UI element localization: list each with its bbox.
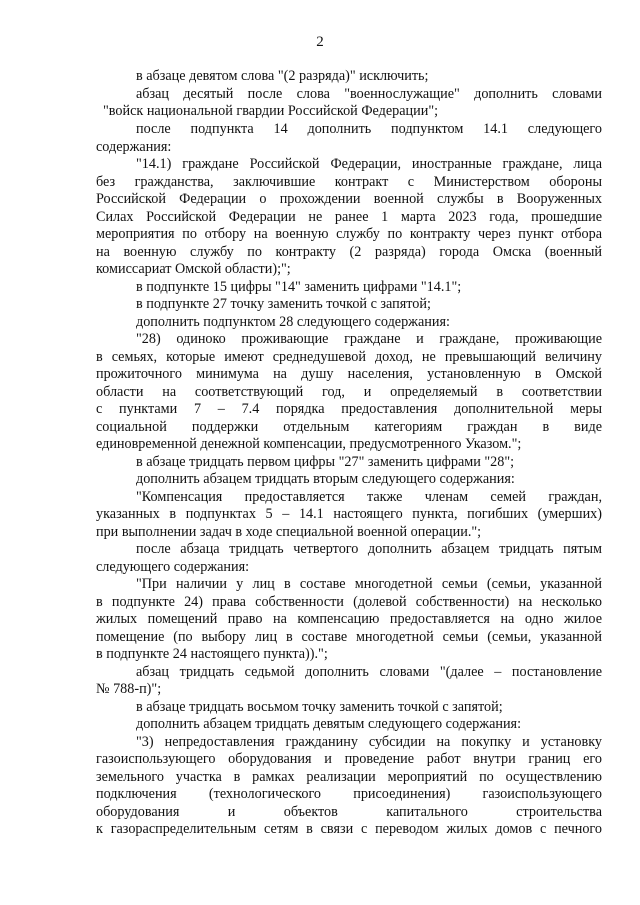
text-line: дополнить подпунктом 28 следующего содержания: [136, 314, 450, 330]
text-line: в семьях, которые имеют среднедушевой доход, не превышающий величину [96, 349, 602, 365]
text-line: в абзаце тридцать восьмом точку заменить точкой с запятой; [136, 699, 503, 715]
text-line: после абзаца тридцать четвертого дополнить абзацем тридцать пятым [136, 541, 602, 557]
text-line: "Компенсация предоставляется также членам семей граждан, [136, 489, 602, 505]
text-line: земельного участка в рамках реализации мероприятий по осуществлению [96, 769, 602, 785]
text-line: дополнить абзацем тридцать вторым следующего содержания: [136, 471, 515, 487]
text-line: при выполнении задач в ходе специальной военной операции."; [96, 524, 482, 540]
text-line: "28) одиноко проживающие граждане и граждане, проживающие [136, 331, 602, 347]
text-line: № 788-п)"; [96, 681, 162, 697]
text-line: "При наличии у лиц в составе многодетной семьи (семьи, указанной [136, 576, 602, 592]
text-line: подключения (технологического присоединения) газоиспользующего [96, 786, 602, 802]
text-line: в абзаце тридцать первом цифры "27" заменить цифрами "28"; [136, 454, 515, 470]
text-line: в абзаце девятом слова "(2 разряда)" исключить; [136, 68, 429, 84]
text-line: абзац десятый после слова "военнослужащие" дополнить словами [136, 86, 602, 102]
text-line: после подпункта 14 дополнить подпунктом 14.1 следующего [136, 121, 602, 137]
text-line: комиссариат Омской области);"; [96, 261, 291, 277]
text-line: "войск национальной гвардии Российской Федерации"; [103, 103, 439, 119]
text-line: в подпункте 24) права собственности (долевой собственности) на несколько [96, 594, 602, 610]
page-number: 2 [316, 34, 324, 50]
text-line: помещение (по выбору лиц в составе многодетной семьи (семьи, указанной [96, 629, 602, 645]
text-line: на военную службу по контракту (2 разряда) города Омска (военный [96, 244, 602, 260]
text-line: к газораспределительным сетям в связи с переводом жилых домов с печного [96, 821, 602, 837]
text-line: содержания: [96, 139, 172, 155]
text-line: социальной поддержки отдельным категориям граждан в виде [96, 419, 602, 435]
text-line: абзац тридцать седьмой дополнить словами "(далее – постановление [136, 664, 602, 680]
text-line: прожиточного минимума на душу населения, установленную в Омской [96, 366, 602, 382]
text-line: без гражданства, заключившие контракт с Министерством обороны [96, 174, 602, 190]
text-line: в подпункте 27 точку заменить точкой с запятой; [136, 296, 431, 312]
text-line: "3) непредоставления гражданину субсидии на покупку и установку [136, 734, 602, 750]
text-line: дополнить абзацем тридцать девятым следующего содержания: [136, 716, 522, 732]
text-line: области на соответствующий год, и определяемый в соответствии [96, 384, 602, 400]
text-line: Силах Российской Федерации не ранее 1 марта 2023 года, прошедшие [96, 209, 602, 225]
text-line: оборудования и объектов капитального строительства [96, 804, 602, 820]
text-line: в подпункте 24 настоящего пункта))."; [96, 646, 328, 662]
text-line: в подпункте 15 цифры "14" заменить цифрами "14.1"; [136, 279, 462, 295]
text-line: газоиспользующего оборудования и проведение работ внутри границ его [96, 751, 602, 767]
text-line: Российской Федерации о прохождении военной службы в Вооруженных [96, 191, 602, 207]
text-line: единовременной денежной компенсации, предусмотренного Указом."; [96, 436, 522, 452]
text-line: жилых помещений право на компенсацию предоставляется на одно жилое [96, 611, 602, 627]
text-line: следующего содержания: [96, 559, 250, 575]
text-line: мероприятия по отбору на военную службу по контракту через пункт отбора [96, 226, 602, 242]
text-line: указанных в подпунктах 5 – 14.1 настоящего пункта, погибших (умерших) [96, 506, 602, 522]
text-line: с пунктами 7 – 7.4 порядка предоставления дополнительной меры [96, 401, 602, 417]
text-line: "14.1) граждане Российской Федерации, иностранные граждане, лица [136, 156, 602, 172]
